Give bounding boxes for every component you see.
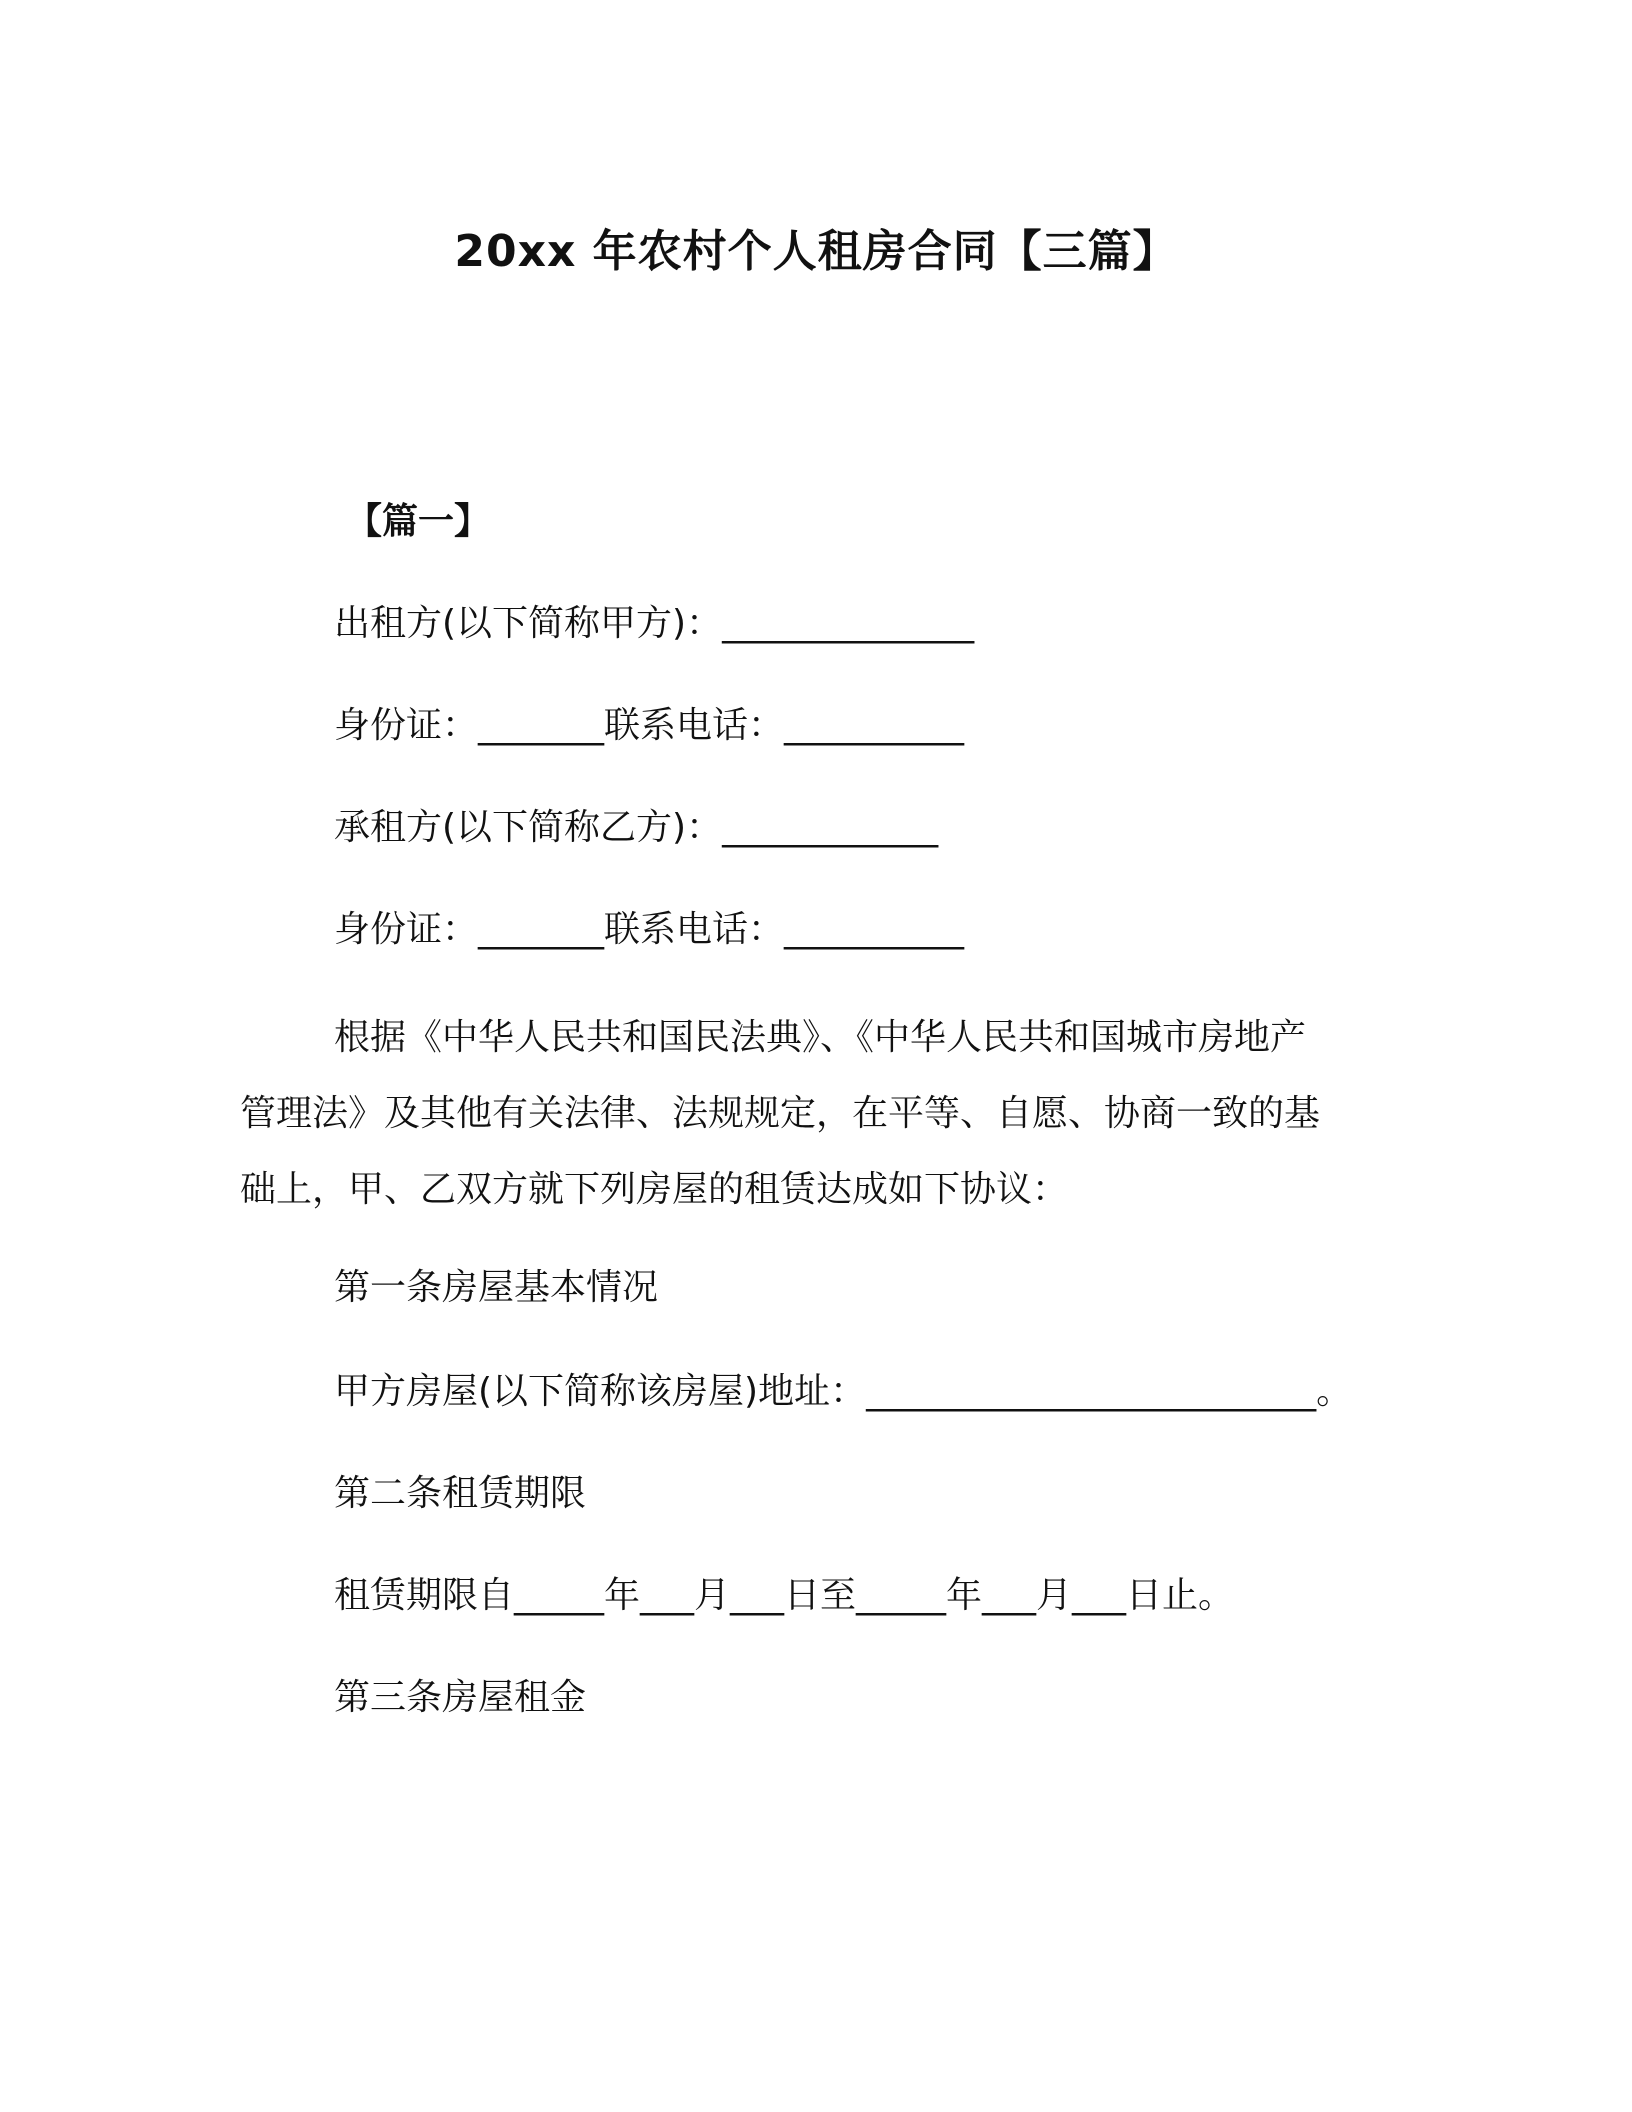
lessee-line: 承租方(以下简称乙方)：____________ [334, 807, 939, 848]
legal-basis-line-2: 管理法》及其他有关法律、法规规定，在平等、自愿、协商一致的基 [240, 1093, 1321, 1134]
legal-basis-line-3: 础上，甲、乙双方就下列房屋的租赁达成如下协议： [240, 1169, 1069, 1210]
article-3-title: 第三条房屋租金 [334, 1677, 587, 1718]
article-2-period-line: 租赁期限自_____年___月___日至_____年___月___日止。 [334, 1575, 1235, 1616]
article-1-address-line: 甲方房屋(以下简称该房屋)地址：_________________________。 [334, 1371, 1353, 1412]
lessor-line: 出租方(以下简称甲方)：______________ [334, 603, 975, 644]
article-2-title: 第二条租赁期限 [334, 1473, 587, 1514]
legal-basis-line-1: 根据《中华人民共和国民法典》、《中华人民共和国城市房地产 [334, 1017, 1307, 1058]
document-title: 20xx 年农村个人租房合同【三篇】 [454, 226, 1178, 277]
article-1-title: 第一条房屋基本情况 [334, 1267, 659, 1308]
lessor-id-phone-line: 身份证：_______联系电话：__________ [334, 705, 965, 746]
lessee-id-phone-line: 身份证：_______联系电话：__________ [334, 909, 965, 950]
section-heading: 【篇一】 [346, 501, 491, 542]
legal-basis-paragraph [240, 1000, 1380, 1228]
